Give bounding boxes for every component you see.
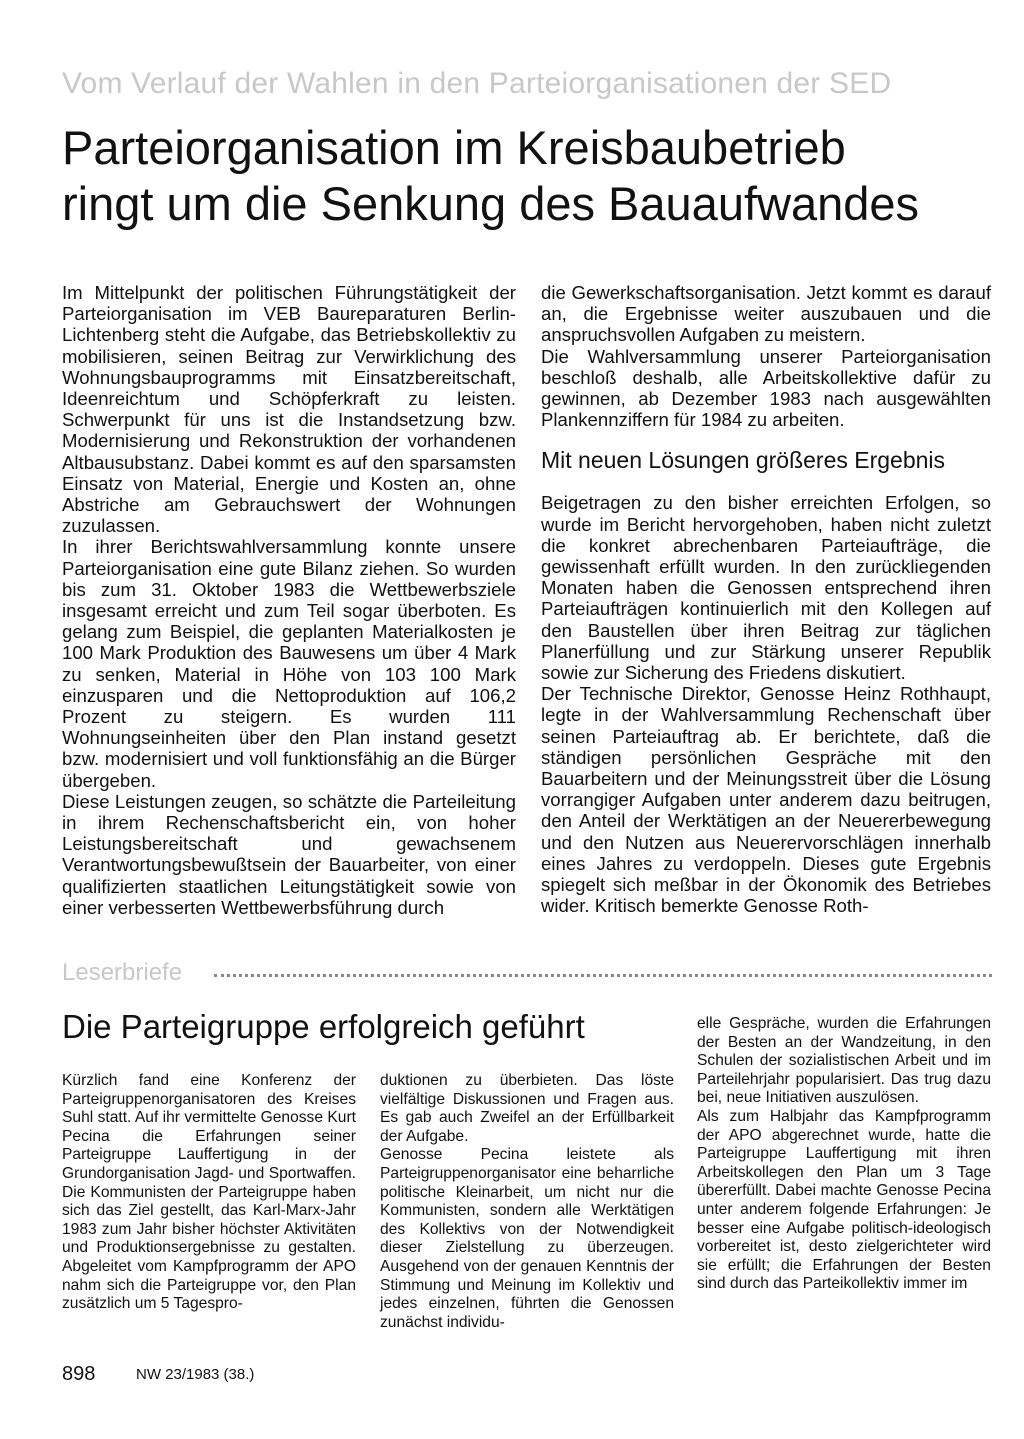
page-number: 898 bbox=[62, 1363, 96, 1385]
headline-line: Parteiorganisation im Kreisbaubetrieb bbox=[62, 121, 846, 174]
article-column-1 bbox=[62, 282, 516, 918]
section-divider bbox=[214, 974, 992, 977]
issue-reference: NW 23/1983 (38.) bbox=[136, 1366, 255, 1383]
paragraph: In ihrer Berichtswahlversammlung konnte unsere Parteiorganisation eine gute Bilanz ziehen. So wurden bis zum 31. Oktober 1983 die Wettbewerbsziele insgesamt erreicht und zum Teil sogar überboten. Es gelang zum Beispiel, die geplanten Materialkosten je 100 Mark Produktion des Bauwesens um über 4 Mark zu senken, Material in Höhe von 103 100 Mark einzusparen und die Nettoproduktion auf 106,2 Prozent zu steigern. Es wurden 111 Wohnungseinheiten über den Plan instand gesetzt bzw. modernisiert und voll funktionsfähig an die Bürger übergeben. bbox=[62, 536, 516, 791]
page-footer bbox=[62, 1362, 462, 1386]
letter-headline: Die Parteigruppe erfolgreich geführt bbox=[62, 1008, 585, 1045]
series-kicker: Vom Verlauf der Wahlen in den Parteiorganisationen der SED bbox=[62, 67, 892, 100]
article-column-2 bbox=[541, 282, 991, 916]
paragraph: duktionen zu überbieten. Das löste vielfältige Diskussionen und Fragen aus. Es gab auch Zweifel an der Erfüllbarkeit der Aufgabe. bbox=[380, 1072, 674, 1145]
letter-column-3 bbox=[697, 1015, 991, 1294]
headline-line: ringt um die Senkung des Bauaufwandes bbox=[62, 177, 920, 230]
paragraph: die Gewerkschaftsorganisation. Jetzt kommt es darauf an, die Ergebnisse weiter auszubauen und die anspruchsvollen Aufgaben zu meistern. bbox=[541, 282, 991, 346]
letter-column-2 bbox=[380, 1072, 674, 1332]
paragraph: Beigetragen zu den bisher erreichten Erfolgen, so wurde im Bericht hervorgehoben, haben nicht zuletzt die konkret abrechenbaren Parteiaufträge, die gewissenhaft erfüllt wurden. In den zurückliegenden Monaten haben die Genossen entsprechend ihren Parteiaufträgen kontinuierlich mit den Kollegen auf den Baustellen über ihren Beitrag zur täglichen Planerfüllung und zur Stärkung unserer Republik sowie zur Sicherung des Friedens diskutiert. bbox=[541, 492, 991, 684]
subheading: Mit neuen Lösungen größeres Ergebnis bbox=[541, 447, 946, 474]
section-label: Leserbriefe bbox=[62, 959, 183, 986]
paragraph: Kürzlich fand eine Konferenz der Parteigruppenorganisatoren des Kreises Suhl statt. Auf ihr vermittelte Genosse Kurt Pecina die Erfahrungen seiner Parteigruppe Lauffertigung in der Grundorganisation Jagd- und Sportwaffen. Die Kommunisten der Parteigruppe haben sich das Ziel gestellt, das Karl-Marx-Jahr 1983 zum Jahr bisher höchster Aktivitäten und Produktionsergebnisse zu gestalten. Abgeleitet vom Kampfprogramm der APO nahm sich die Parteigruppe vor, den Plan zusätzlich um 5 Tagespro- bbox=[62, 1072, 356, 1313]
paragraph: Der Technische Direktor, Genosse Heinz Rothhaupt, legte in der Wahlversammlung Rechenschaft über seinen Parteiauftrag ab. Er berichtete, daß die ständigen persönlichen Gespräche mit den Bauarbeitern und der Meinungsstreit über die Lösung vorrangiger Aufgaben unter anderem dazu beitrugen, den Anteil der Werktätigen an der Neuererbewegung und den Nutzen aus Neuerervorschlägen innerhalb eines Jahres zu verdoppeln. Dieses gute Ergebnis spiegelt sich meßbar in der Ökonomik des Betriebes wider. Kritisch bemerkte Genosse Roth- bbox=[541, 683, 991, 917]
letter-column-1 bbox=[62, 1072, 356, 1314]
paragraph: Im Mittelpunkt der politischen Führungstätigkeit der Parteiorganisation im VEB Baureparaturen Berlin-Lichtenberg steht die Aufgabe, das Betriebskollektiv zu mobilisieren, seinen Beitrag zur Verwirklichung des Wohnungsbauprogramms mit Einsatzbereitschaft, Ideenreichtum und Schöpferkraft zu leisten. Schwerpunkt für uns ist die Instandsetzung bzw. Modernisierung und Rekonstruktion der vorhandenen Altbausubstanz. Dabei kommt es auf den sparsamsten Einsatz von Material, Energie und Kosten an, ohne Abstriche am Gebrauchswert der Wohnungen zuzulassen. bbox=[62, 282, 516, 537]
paragraph: Die Wahlversammlung unserer Parteiorganisation beschloß deshalb, alle Arbeitskollektive dafür zu gewinnen, ab Dezember 1983 nach ausgewählten Plankennziffern für 1984 zu arbeiten. bbox=[541, 345, 991, 431]
paragraph: Diese Leistungen zeugen, so schätzte die Parteileitung in ihrem Rechenschaftsbericht ein, von hoher Leistungsbereitschaft und gewachsenem Verantwortungsbewußtsein der Bauarbeiter, von einer qualifizierten staatlichen Leitungstätigkeit sowie von einer verbesserten Wettbewerbsführung durch bbox=[62, 790, 516, 918]
paragraph: Genosse Pecina leistete als Parteigruppenorganisator eine beharrliche politische Kleinarbeit, um nicht nur die Kommunisten, sondern alle Werktätigen des Kollektivs von der Notwendigkeit dieser Zielstellung zu überzeugen. Ausgehend von der genauen Kenntnis der Stimmung und Meinung im Kollektiv und jedes einzelnen, führten die Genossen zunächst individu- bbox=[380, 1146, 674, 1331]
paragraph: elle Gespräche, wurden die Erfahrungen der Besten an der Wandzeitung, in den Schulen der sozialistischen Arbeit und im Parteilehrjahr popularisiert. Das trug dazu bei, neue Initiativen auszulösen. bbox=[697, 1015, 991, 1107]
section-header bbox=[62, 958, 992, 988]
paragraph: Als zum Halbjahr das Kampfprogramm der APO abgerechnet wurde, hatte die Parteigruppe Lauffertigung mit ihren Arbeitskollegen den Plan um 3 Tage übererfüllt. Dabei machte Genosse Pecina unter anderem folgende Erfahrungen: Je besser eine Aufgabe politisch-ideologisch vorbereitet ist, desto zielgerichteter wird sie erfüllt; die Erfahrungen der Besten sind durch das Parteikollektiv immer im bbox=[697, 1107, 991, 1293]
main-headline bbox=[62, 120, 962, 232]
